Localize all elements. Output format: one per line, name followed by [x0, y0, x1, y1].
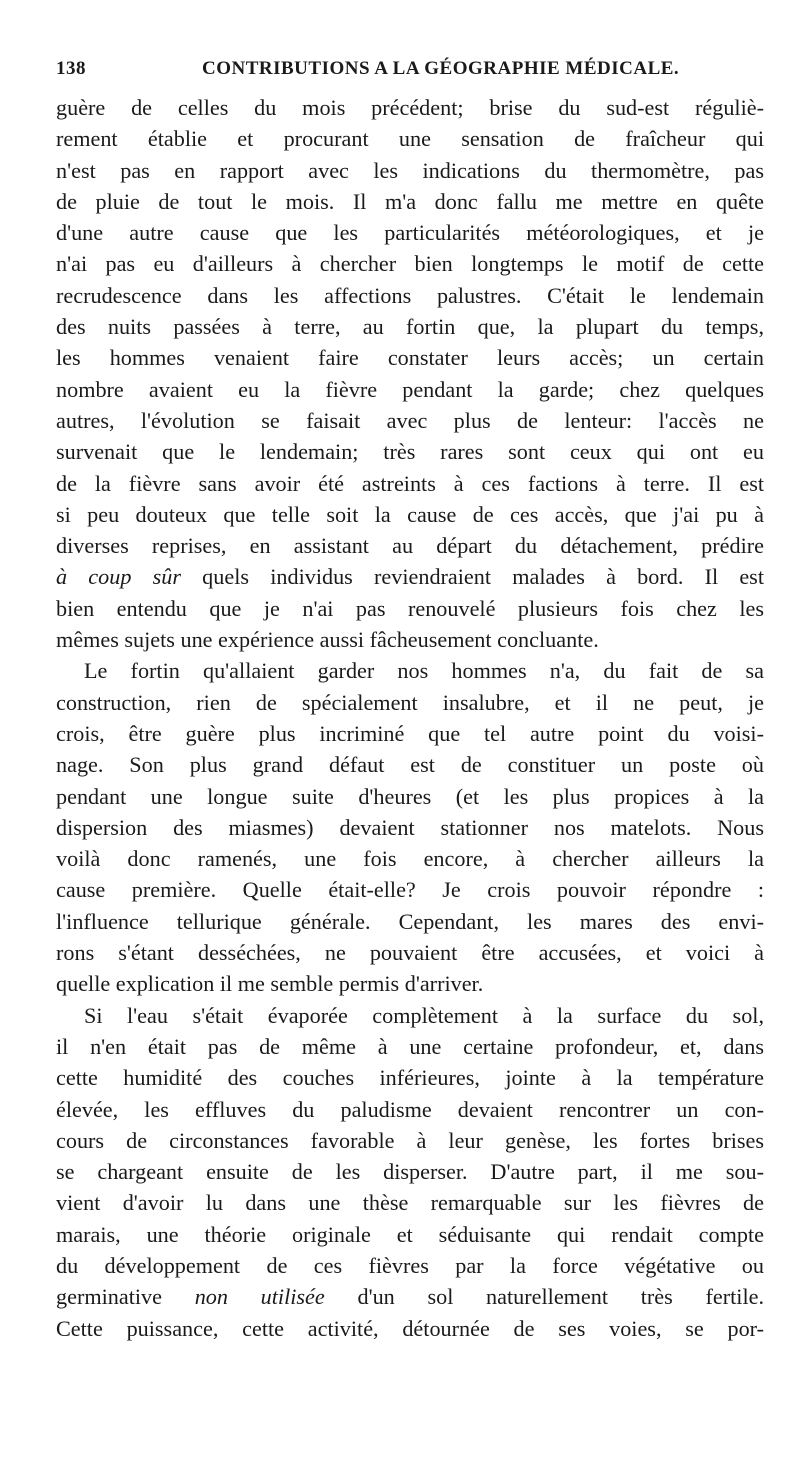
text-line: des nuits passées à terre, au fortin que, la plupart du temps, [56, 314, 764, 340]
paragraph [56, 92, 764, 655]
text-line: les hommes venaient faire constater leurs accès; un certain [56, 345, 764, 371]
text-line: l'influence tellurique générale. Cependant, les mares des envi- [56, 908, 764, 934]
text-line: quelle explication il me semble permis d'arriver. [56, 971, 484, 997]
text-line: cause première. Quelle était-elle? Je crois pouvoir répondre : [56, 877, 764, 903]
paragraph [56, 1000, 764, 1344]
text-line [56, 1281, 764, 1312]
body-text [56, 92, 764, 1344]
text-line: si peu douteux que telle soit la cause de ces accès, que j'ai pu à [56, 501, 764, 527]
running-title: CONTRIBUTIONS A LA GÉOGRAPHIE MÉDICALE. [202, 58, 680, 79]
text-line: du développement de ces fièvres par la force végétative ou [56, 1252, 764, 1278]
page-number: 138 [56, 58, 86, 79]
text-line: guère de celles du mois précédent; brise du sud-est réguliè- [56, 95, 764, 120]
text-line: élevée, les effluves du paludisme devaient rencontrer un con- [56, 1096, 764, 1122]
text-line: marais, une théorie originale et séduisante qui rendait compte [56, 1221, 764, 1247]
text-run: germinative [56, 1284, 195, 1310]
text-line: autres, l'évolution se faisait avec plus de lenteur: l'accès ne [56, 407, 764, 433]
text-line: construction, rien de spécialement insalubre, et il ne peut, je [56, 689, 764, 715]
text-line: de la fièvre sans avoir été astreints à ces factions à terre. Il est [56, 470, 764, 496]
text-line: bien entendu que je n'ai pas renouvelé plusieurs fois chez les [56, 595, 764, 621]
text-line: vient d'avoir lu dans une thèse remarquable sur les fièvres de [56, 1190, 764, 1216]
text-line: Le fortin qu'allaient garder nos hommes n'a, du fait de sa [84, 658, 764, 684]
text-line: survenait que le lendemain; très rares sont ceux qui ont eu [56, 439, 764, 465]
text-line: pendant une longue suite d'heures (et les plus propices à la [56, 783, 764, 809]
text-line: dispersion des miasmes) devaient stationner nos matelots. Nous [56, 814, 764, 840]
text-line: voilà donc ramenés, une fois encore, à chercher ailleurs la [56, 846, 764, 872]
text-line: de pluie de tout le mois. Il m'a donc fallu me mettre en quête [56, 188, 764, 214]
text-line: rons s'étant desséchées, ne pouvaient être accusées, et voici à [56, 940, 764, 966]
text-run: d'un sol naturellement très fertile. [324, 1284, 765, 1310]
text-line: n'ai pas eu d'ailleurs à chercher bien longtemps le motif de cette [56, 251, 764, 277]
text-line: Si l'eau s'était évaporée complètement à la surface du sol, [84, 1002, 764, 1028]
text-run: quels individus reviendraient malades à bord. Il est [180, 564, 764, 590]
text-line: il n'en était pas de même à une certaine profondeur, et, dans [56, 1033, 764, 1059]
text-line: n'est pas en rapport avec les indications du thermomètre, pas [56, 157, 764, 183]
text-line: cette humidité des couches inférieures, jointe à la température [56, 1065, 764, 1091]
text-line: Cette puissance, cette activité, détournée de ses voies, se por- [56, 1315, 764, 1341]
text-line: d'une autre cause que les particularités météorologiques, et je [56, 220, 764, 246]
text-line: diverses reprises, en assistant au départ du détachement, prédire [56, 533, 764, 559]
text-line [56, 561, 764, 592]
text-line: rement établie et procurant une sensation de fraîcheur qui [56, 126, 764, 152]
text-line: nombre avaient eu la fièvre pendant la garde; chez quelques [56, 376, 764, 402]
text-line: mêmes sujets une expérience aussi fâcheusement concluante. [56, 627, 599, 653]
text-line: crois, être guère plus incriminé que tel autre point du voisi- [56, 720, 764, 746]
text-line: se chargeant ensuite de les disperser. D'autre part, il me sou- [56, 1159, 764, 1185]
italic-phrase: à coup sûr [56, 564, 181, 590]
paragraph [56, 655, 764, 999]
italic-phrase: non utilisée [194, 1284, 325, 1310]
text-line: cours de circonstances favorable à leur genèse, les fortes brises [56, 1127, 764, 1153]
text-line: recrudescence dans les affections palustres. C'était le lendemain [56, 282, 764, 308]
running-head [56, 58, 760, 84]
text-line: nage. Son plus grand défaut est de constituer un poste où [56, 752, 764, 778]
